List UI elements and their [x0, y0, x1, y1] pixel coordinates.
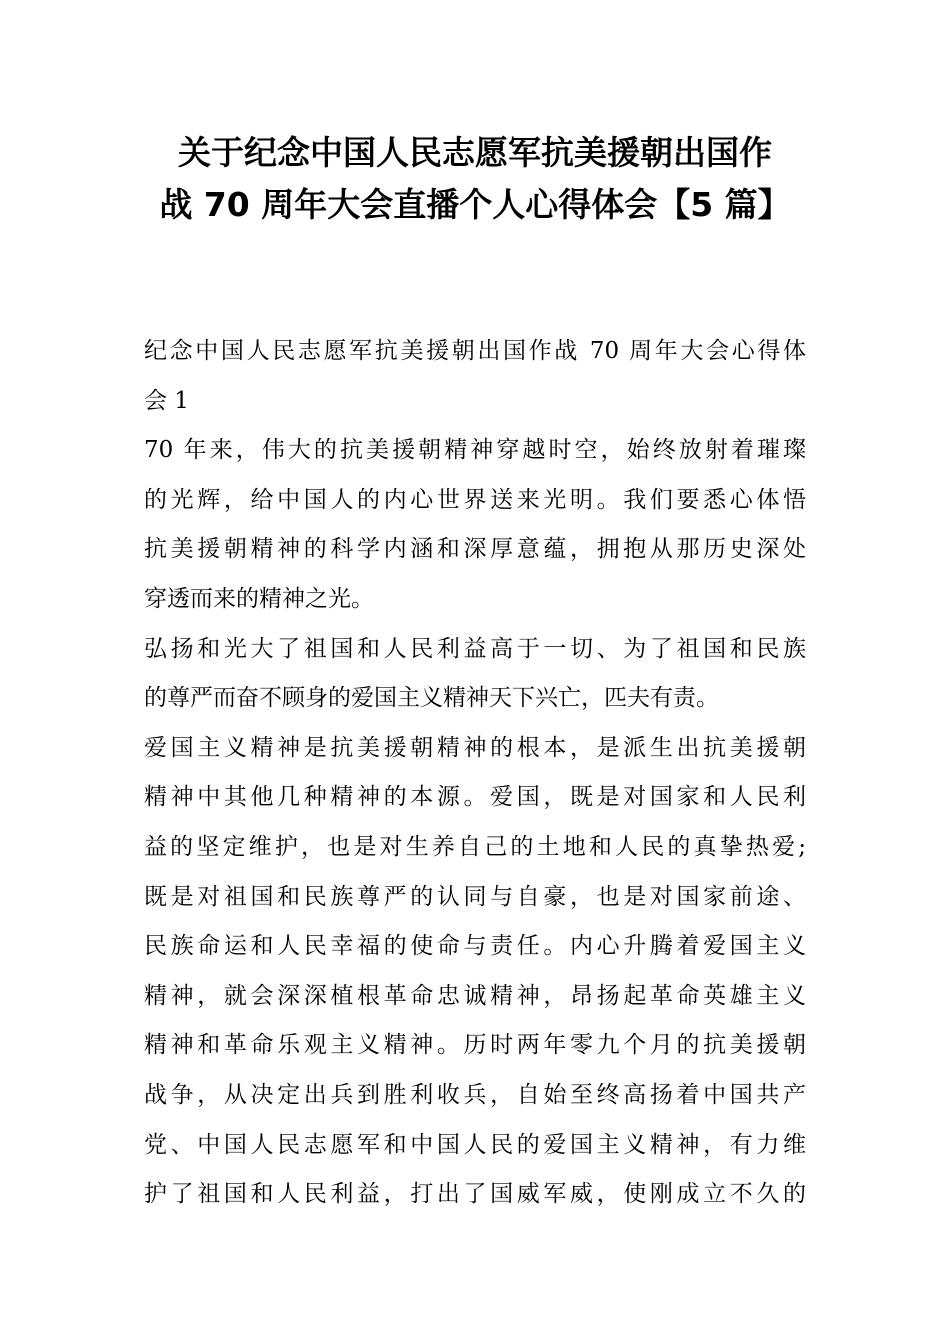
text-line: 的光辉，给中国人的内心世界送来光明。我们要悉心体悟	[144, 486, 806, 513]
text-line: 会 1	[144, 387, 189, 414]
text-line: 益的坚定维护，也是对生养自己的土地和人民的真挚热爱;	[144, 833, 806, 860]
text-line: 70 年来，伟大的抗美援朝精神穿越时空，始终放射着璀璨	[144, 437, 806, 464]
paragraph	[144, 625, 806, 724]
document-title-line: 关于纪念中国人民志愿军抗美援朝出国作	[178, 133, 772, 172]
text-line: 穿透而来的精神之光。	[144, 585, 374, 612]
paragraph	[144, 426, 806, 624]
text-line: 党、中国人民志愿军和中国人民的爱国主义精神，有力维	[144, 1131, 806, 1158]
text-line: 精神中其他几种精神的本源。爱国，既是对国家和人民利	[144, 784, 806, 811]
paragraph	[144, 724, 806, 1220]
document-body	[144, 327, 806, 1220]
text-line: 爱国主义精神是抗美援朝精神的根本，是派生出抗美援朝	[144, 734, 806, 761]
text-line: 既是对祖国和民族尊严的认同与自豪，也是对国家前途、	[144, 883, 806, 910]
text-line: 民族命运和人民幸福的使命与责任。内心升腾着爱国主义	[144, 933, 806, 960]
paragraph-heading	[144, 327, 806, 426]
document-title-line: 战 70 周年大会直播个人心得体会【5 篇】	[159, 185, 791, 224]
text-line: 弘扬和光大了祖国和人民利益高于一切、为了祖国和民族	[144, 635, 806, 662]
text-line: 精神和革命乐观主义精神。历时两年零九个月的抗美援朝	[144, 1032, 806, 1059]
text-line: 精神，就会深深植根革命忠诚精神，昂扬起革命英雄主义	[144, 982, 806, 1009]
text-line: 抗美援朝精神的科学内涵和深厚意蕴，拥抱从那历史深处	[144, 536, 806, 563]
text-line: 纪念中国人民志愿军抗美援朝出国作战 70 周年大会心得体	[144, 338, 806, 364]
document-title	[100, 127, 850, 231]
text-line: 的尊严而奋不顾身的爱国主义精神天下兴亡，匹夫有责。	[144, 685, 719, 712]
text-line: 护了祖国和人民利益，打出了国威军威，使刚成立不久的	[144, 1181, 806, 1208]
text-line: 战争，从决定出兵到胜利收兵，自始至终高扬着中国共产	[144, 1081, 806, 1108]
